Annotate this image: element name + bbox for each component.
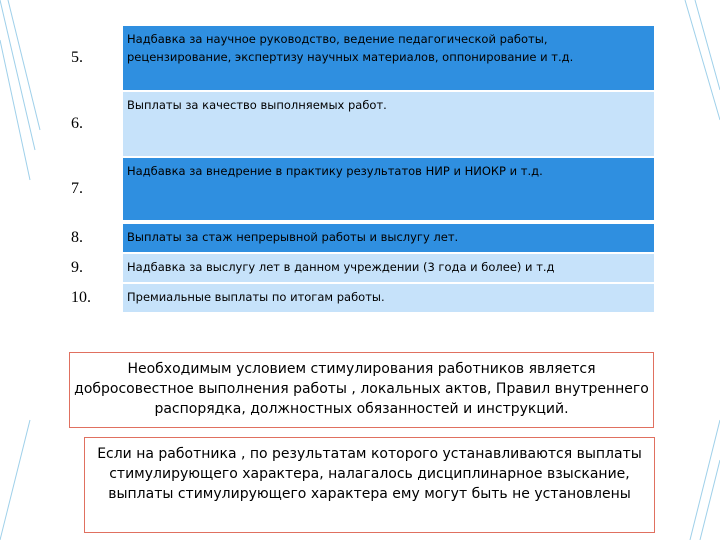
table-row (69, 92, 654, 156)
row-number: 10. (71, 289, 91, 306)
row-number: 8. (71, 229, 83, 246)
table-row (69, 224, 654, 252)
row-number: 9. (71, 259, 83, 276)
row-text: Надбавка за внедрение в практику результатов НИР и НИОКР и т.д. (123, 158, 654, 220)
condition-note: Необходимым условием стимулирования работников является добросовестное выполнения работы , локальных актов, Правил внутреннего распорядка, должностных обязанностей и инструкций. (69, 352, 654, 428)
row-text: Премиальные выплаты по итогам работы. (123, 284, 654, 312)
row-number: 6. (71, 115, 83, 132)
row-text: Выплаты за качество выполняемых работ. (123, 92, 654, 156)
row-text: Надбавка за научное руководство, ведение педагогической работы, рецензирование, экспертизу научных материалов, оппонирование и т.д. (123, 26, 654, 90)
table-row (69, 254, 654, 282)
table-row (69, 158, 654, 220)
row-number: 7. (71, 180, 83, 197)
table-row (69, 284, 654, 312)
row-number: 5. (71, 49, 83, 66)
table-row (69, 26, 654, 90)
row-text: Выплаты за стаж непрерывной работы и выслугу лет. (123, 224, 654, 252)
row-text: Надбавка за выслугу лет в данном учреждении (3 года и более) и т.д (123, 254, 654, 282)
disciplinary-note: Если на работника , по результатам которого устанавливаются выплаты стимулирующего характера, налагалось дисциплинарное взыскание, выплаты стимулирующего характера ему могут быть не установлены (84, 437, 655, 533)
